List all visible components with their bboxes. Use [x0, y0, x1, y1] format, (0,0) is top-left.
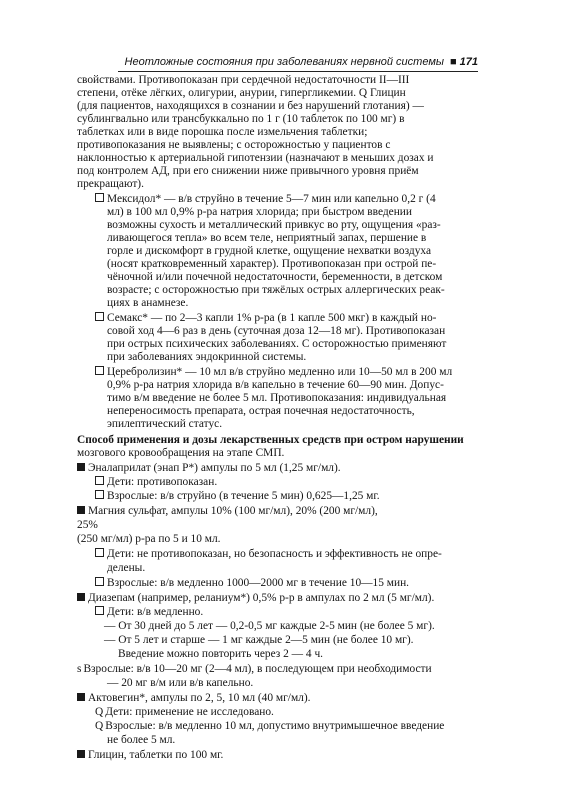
text-line: степени, отёке лёгких, олигурии, анурии, гипергликемии. Q Глицин	[77, 87, 406, 99]
text-line: делены.	[107, 562, 146, 574]
text-line: — 20 мг в/м или в/в капельно.	[107, 677, 254, 689]
black-square-bullet-icon	[77, 593, 85, 601]
text-line: ливающегося тепла» во всем теле, неприятный запах, першение в	[107, 232, 427, 244]
text-line: — От 30 дней до 5 лет — 0,2-0,5 мг каждые 2-5 мин (не более 5 мг).	[104, 620, 435, 632]
text-line: Введение можно повторить через 2 — 4 ч.	[118, 648, 324, 660]
text-line: (для пациентов, находящихся в сознании и без нарушений глотания) —	[77, 100, 424, 112]
text-line: возрасте; с осторожностью при тяжёлых острых аллергических реак-	[107, 284, 445, 296]
drug-magnesium: Магния сульфат, ампулы 10% (100 мг/мл), 20% (200 мг/мл),	[77, 505, 475, 518]
list-item-cerebrolysin: Церебролизин* — 10 мл в/в струйно медленно или 10—50 мл в 200 мл	[95, 366, 452, 379]
text-line: совой ход 4—6 раз в день (суточная доза 12—18 мг). Противопоказан	[107, 325, 446, 337]
text-line: сублингвально или трансбуккально по 1 г (10 таблеток по 100 мг) в	[77, 113, 405, 125]
black-square-bullet-icon	[77, 750, 85, 758]
text-line: чёночной и/или почечной недостаточности, беременности, в детском	[107, 271, 443, 283]
section-heading-cont: мозгового кровообращения на этапе СМП.	[77, 447, 285, 459]
bullet-s-glyph: s	[77, 663, 82, 675]
text-line: при острых психических заболеваниях. С осторожностью применяют	[107, 338, 447, 350]
checkbox-square-icon	[95, 193, 104, 202]
text-line: таблетках или в виде порошка после измельчения таблетки;	[77, 126, 368, 138]
sub-item: Взрослые: в/в медленно 1000—2000 мг в течение 10—15 мин.	[95, 577, 409, 590]
drug-enalaprilat: Эналаприлат (энап Р*) ампулы по 5 мл (1,25 мг/мл).	[77, 462, 341, 475]
text-line: наклонностью к артериальной гипотензии (назначают в меньших дозах и	[77, 152, 434, 164]
sub-item: s Взрослые: в/в 10—20 мг (2—4 мл), в последующем при необходимости	[77, 663, 432, 675]
text-line: эпилептический статус.	[107, 418, 223, 430]
checkbox-square-icon	[95, 476, 104, 485]
text-line: противопоказания не выявлены; с осторожностью у пациентов с	[77, 139, 391, 151]
drug-actovegin: Актовегин*, ампулы по 2, 5, 10 мл (40 мг/мл).	[77, 692, 311, 705]
text-line: (250 мг/мл) р-ра по 5 и 10 мл.	[77, 533, 221, 545]
checkbox-square-icon	[95, 490, 104, 499]
page-number: 171	[459, 56, 478, 68]
header-bullet: ■	[449, 56, 457, 68]
sub-item: Q Взрослые: в/в медленно 10 мл, допустимо внутримышечное введение	[95, 720, 445, 732]
bullet-q-glyph: Q	[95, 706, 104, 718]
text-line: при заболеваниях эндокринной системы.	[107, 351, 307, 363]
header-title: Неотложные состояния при заболеваниях нервной системы	[124, 56, 444, 68]
checkbox-square-icon	[95, 312, 104, 321]
running-header	[118, 56, 478, 72]
list-item-semax: Семакс* — по 2—3 капли 1% р-ра (в 1 капле 500 мкг) в каждый но-	[95, 312, 436, 325]
text-line: прекращают).	[77, 178, 144, 190]
sub-item: Дети: в/в медленно.	[95, 606, 203, 619]
checkbox-square-icon	[95, 606, 104, 615]
sub-item: Дети: противопоказан.	[95, 476, 217, 489]
sub-item: Взрослые: в/в струйно (в течение 5 мин) 0,625—1,25 мг.	[95, 490, 380, 503]
text-line: непереносимость препарата, острая почечная недостаточность,	[107, 405, 415, 417]
text-line: 0,9% р-ра натрия хлорида в/в капельно в течение 60—90 мин. Допус-	[107, 379, 444, 391]
text-line: возможны сухость и металлический привкус во рту, ощущения «раз-	[107, 219, 441, 231]
drug-glycine: Глицин, таблетки по 100 мг.	[77, 749, 223, 762]
text-line: — От 5 лет и старше — 1 мг каждые 2—5 мин (не более 10 мг).	[104, 634, 414, 646]
text-line: свойствами. Противопоказан при сердечной недостаточности II—III	[77, 74, 410, 86]
section-heading: Способ применения и дозы лекарственных средств при остром нарушении	[77, 434, 464, 446]
bullet-q-glyph: Q	[95, 720, 104, 732]
text-line: не более 5 мл.	[107, 734, 176, 746]
text-line: под контролем АД, при его снижении ниже привычного уровня приём	[77, 165, 419, 177]
drug-diazepam: Диазепам (например, реланиум*) 0,5% р-р в ампулах по 2 мл (5 мг/мл).	[77, 592, 434, 605]
text-line: тимо в/м введение не более 5 мл. Противопоказания: индивидуальная	[107, 392, 447, 404]
checkbox-square-icon	[95, 577, 104, 586]
black-square-bullet-icon	[77, 463, 85, 471]
text-line: горле и дискомфорт в грудной клетке, ощущение нехватки воздуха	[107, 245, 432, 257]
text-line: циях в анамнезе.	[107, 297, 189, 309]
text-line: мл) в 100 мл 0,9% р-ра натрия хлорида; при быстром введении	[107, 206, 412, 218]
sub-item: Q Дети: применение не исследовано.	[95, 706, 274, 718]
text-line: 25%	[77, 519, 98, 531]
sub-item: Дети: не противопоказан, но безопасность и эффективность не опре-	[95, 548, 442, 561]
black-square-bullet-icon	[77, 506, 85, 514]
black-square-bullet-icon	[77, 693, 85, 701]
checkbox-square-icon	[95, 366, 104, 375]
text-line: (носят кратковременный характер). Противопоказан при острой пе-	[107, 258, 437, 270]
list-item-mexidol: Мексидол* — в/в струйно в течение 5—7 мин или капельно 0,2 г (4	[95, 193, 436, 206]
checkbox-square-icon	[95, 548, 104, 557]
